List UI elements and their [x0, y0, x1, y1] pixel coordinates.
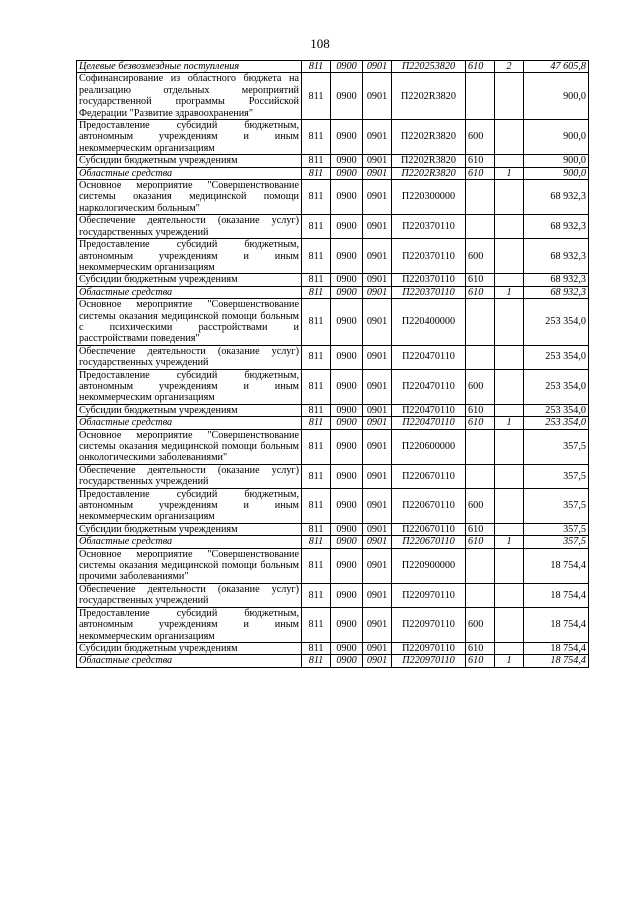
item-name-cell: Обеспечение деятельности (оказание услуг) государственных учреждений: [77, 345, 302, 369]
funding-source-cell: [495, 215, 524, 239]
funding-source-cell: [495, 155, 524, 167]
table-row: [77, 215, 589, 239]
ministry-code-cell: 811: [302, 464, 331, 488]
table-row: [77, 655, 589, 667]
table-row: [77, 488, 589, 523]
ministry-code-cell: 811: [302, 417, 331, 429]
table-row: [77, 417, 589, 429]
section-code-cell: 0900: [331, 299, 363, 346]
ministry-code-cell: 811: [302, 655, 331, 667]
subsection-code-cell: 0901: [363, 369, 392, 404]
table-row: [77, 61, 589, 73]
funding-source-cell: [495, 369, 524, 404]
item-name-cell: Основное мероприятие "Совершенствование системы оказания медицинской помощи больным онкологическими заболеваниями": [77, 429, 302, 464]
funding-source-cell: [495, 345, 524, 369]
amount-cell: 68 932,3: [524, 215, 589, 239]
ministry-code-cell: 811: [302, 155, 331, 167]
target-article-cell: П220470110: [392, 417, 466, 429]
subsection-code-cell: 0901: [363, 286, 392, 298]
section-code-cell: 0900: [331, 274, 363, 286]
amount-cell: 47 605,8: [524, 61, 589, 73]
subsection-code-cell: 0901: [363, 488, 392, 523]
section-code-cell: 0900: [331, 155, 363, 167]
ministry-code-cell: 811: [302, 61, 331, 73]
expense-type-cell: 600: [466, 488, 495, 523]
section-code-cell: 0900: [331, 642, 363, 654]
funding-source-cell: [495, 607, 524, 642]
section-code-cell: 0900: [331, 417, 363, 429]
target-article-cell: П220400000: [392, 299, 466, 346]
funding-source-cell: [495, 488, 524, 523]
table-body: [77, 61, 589, 668]
amount-cell: 900,0: [524, 120, 589, 155]
item-name-cell: Обеспечение деятельности (оказание услуг) государственных учреждений: [77, 215, 302, 239]
section-code-cell: 0900: [331, 464, 363, 488]
expense-type-cell: [466, 583, 495, 607]
amount-cell: 253 354,0: [524, 345, 589, 369]
expense-type-cell: 610: [466, 167, 495, 179]
table-row: [77, 73, 589, 120]
subsection-code-cell: 0901: [363, 215, 392, 239]
target-article-cell: П220370110: [392, 215, 466, 239]
funding-source-cell: [495, 404, 524, 416]
target-article-cell: П220970110: [392, 655, 466, 667]
section-code-cell: 0900: [331, 655, 363, 667]
subsection-code-cell: 0901: [363, 274, 392, 286]
section-code-cell: 0900: [331, 429, 363, 464]
amount-cell: 357,5: [524, 488, 589, 523]
target-article-cell: П2202R3820: [392, 73, 466, 120]
ministry-code-cell: 811: [302, 167, 331, 179]
subsection-code-cell: 0901: [363, 536, 392, 548]
subsection-code-cell: 0901: [363, 655, 392, 667]
item-name-cell: Предоставление субсидий бюджетным, автономным учреждениям и иным некоммерческим организациям: [77, 120, 302, 155]
ministry-code-cell: 811: [302, 239, 331, 274]
item-name-cell: Предоставление субсидий бюджетным, автономным учреждениям и иным некоммерческим организациям: [77, 607, 302, 642]
funding-source-cell: 1: [495, 286, 524, 298]
target-article-cell: П220900000: [392, 548, 466, 583]
item-name-cell: Основное мероприятие "Совершенствование системы оказания медицинской помощи больным прочими заболеваниями": [77, 548, 302, 583]
expense-type-cell: 600: [466, 369, 495, 404]
table-row: [77, 345, 589, 369]
section-code-cell: 0900: [331, 607, 363, 642]
amount-cell: 357,5: [524, 523, 589, 535]
item-name-cell: Целевые безвозмездные поступления: [77, 61, 302, 73]
table-row: [77, 120, 589, 155]
funding-source-cell: [495, 180, 524, 215]
subsection-code-cell: 0901: [363, 180, 392, 215]
funding-source-cell: [495, 583, 524, 607]
expense-type-cell: 610: [466, 286, 495, 298]
section-code-cell: 0900: [331, 404, 363, 416]
funding-source-cell: [495, 642, 524, 654]
target-article-cell: П220370110: [392, 286, 466, 298]
amount-cell: 253 354,0: [524, 417, 589, 429]
item-name-cell: Основное мероприятие "Совершенствование системы оказания медицинской помощи больным с психическими расстройствами и расстройствами поведения": [77, 299, 302, 346]
funding-source-cell: 1: [495, 655, 524, 667]
ministry-code-cell: 811: [302, 429, 331, 464]
section-code-cell: 0900: [331, 239, 363, 274]
item-name-cell: Областные средства: [77, 536, 302, 548]
subsection-code-cell: 0901: [363, 607, 392, 642]
ministry-code-cell: 811: [302, 345, 331, 369]
item-name-cell: Субсидии бюджетным учреждениям: [77, 523, 302, 535]
item-name-cell: Предоставление субсидий бюджетным, автономным учреждениям и иным некоммерческим организациям: [77, 488, 302, 523]
table-row: [77, 464, 589, 488]
funding-source-cell: [495, 523, 524, 535]
funding-source-cell: [495, 274, 524, 286]
subsection-code-cell: 0901: [363, 404, 392, 416]
section-code-cell: 0900: [331, 167, 363, 179]
table-row: [77, 369, 589, 404]
subsection-code-cell: 0901: [363, 299, 392, 346]
expense-type-cell: 610: [466, 655, 495, 667]
target-article-cell: П220970110: [392, 642, 466, 654]
table-row: [77, 536, 589, 548]
section-code-cell: 0900: [331, 369, 363, 404]
section-code-cell: 0900: [331, 215, 363, 239]
subsection-code-cell: 0901: [363, 417, 392, 429]
funding-source-cell: [495, 239, 524, 274]
section-code-cell: 0900: [331, 180, 363, 215]
amount-cell: 900,0: [524, 167, 589, 179]
item-name-cell: Субсидии бюджетным учреждениям: [77, 404, 302, 416]
expense-type-cell: [466, 345, 495, 369]
section-code-cell: 0900: [331, 345, 363, 369]
ministry-code-cell: 811: [302, 215, 331, 239]
item-name-cell: Предоставление субсидий бюджетным, автономным учреждениям и иным некоммерческим организациям: [77, 239, 302, 274]
item-name-cell: Софинансирование из областного бюджета на реализацию отдельных мероприятий государственной программы Российской Федерации "Развитие здравоохранения": [77, 73, 302, 120]
section-code-cell: 0900: [331, 73, 363, 120]
item-name-cell: Обеспечение деятельности (оказание услуг) государственных учреждений: [77, 583, 302, 607]
ministry-code-cell: 811: [302, 607, 331, 642]
amount-cell: 253 354,0: [524, 299, 589, 346]
expense-type-cell: 600: [466, 120, 495, 155]
funding-source-cell: 1: [495, 167, 524, 179]
expense-type-cell: [466, 299, 495, 346]
table-row: [77, 286, 589, 298]
expense-type-cell: 610: [466, 523, 495, 535]
expense-type-cell: [466, 548, 495, 583]
target-article-cell: П2202R3820: [392, 120, 466, 155]
subsection-code-cell: 0901: [363, 345, 392, 369]
expense-type-cell: 610: [466, 404, 495, 416]
table-row: [77, 167, 589, 179]
funding-source-cell: [495, 299, 524, 346]
expense-type-cell: 600: [466, 239, 495, 274]
table-row: [77, 180, 589, 215]
item-name-cell: Областные средства: [77, 167, 302, 179]
item-name-cell: Областные средства: [77, 286, 302, 298]
table-row: [77, 642, 589, 654]
amount-cell: 253 354,0: [524, 404, 589, 416]
target-article-cell: П220470110: [392, 345, 466, 369]
expense-type-cell: [466, 429, 495, 464]
item-name-cell: Предоставление субсидий бюджетным, автономным учреждениям и иным некоммерческим организациям: [77, 369, 302, 404]
amount-cell: 18 754,4: [524, 655, 589, 667]
expense-type-cell: 600: [466, 607, 495, 642]
target-article-cell: П220670110: [392, 464, 466, 488]
ministry-code-cell: 811: [302, 180, 331, 215]
target-article-cell: П220370110: [392, 239, 466, 274]
ministry-code-cell: 811: [302, 404, 331, 416]
expense-type-cell: 610: [466, 642, 495, 654]
expense-type-cell: [466, 180, 495, 215]
item-name-cell: Основное мероприятие "Совершенствование системы оказания медицинской помощи наркологическим больным": [77, 180, 302, 215]
ministry-code-cell: 811: [302, 286, 331, 298]
target-article-cell: П220670110: [392, 523, 466, 535]
section-code-cell: 0900: [331, 488, 363, 523]
target-article-cell: П220370110: [392, 274, 466, 286]
target-article-cell: П2202R3820: [392, 167, 466, 179]
funding-source-cell: [495, 464, 524, 488]
expense-type-cell: 610: [466, 155, 495, 167]
amount-cell: 18 754,4: [524, 607, 589, 642]
ministry-code-cell: 811: [302, 299, 331, 346]
amount-cell: 253 354,0: [524, 369, 589, 404]
ministry-code-cell: 811: [302, 536, 331, 548]
item-name-cell: Субсидии бюджетным учреждениям: [77, 274, 302, 286]
amount-cell: 900,0: [524, 73, 589, 120]
expense-type-cell: 610: [466, 61, 495, 73]
subsection-code-cell: 0901: [363, 167, 392, 179]
table-row: [77, 404, 589, 416]
amount-cell: 900,0: [524, 155, 589, 167]
table-row: [77, 429, 589, 464]
ministry-code-cell: 811: [302, 583, 331, 607]
amount-cell: 18 754,4: [524, 548, 589, 583]
item-name-cell: Субсидии бюджетным учреждениям: [77, 642, 302, 654]
subsection-code-cell: 0901: [363, 642, 392, 654]
expense-type-cell: 610: [466, 274, 495, 286]
target-article-cell: П220670110: [392, 488, 466, 523]
subsection-code-cell: 0901: [363, 155, 392, 167]
ministry-code-cell: 811: [302, 274, 331, 286]
amount-cell: 357,5: [524, 429, 589, 464]
target-article-cell: П220470110: [392, 369, 466, 404]
funding-source-cell: 1: [495, 417, 524, 429]
target-article-cell: П220300000: [392, 180, 466, 215]
table-row: [77, 607, 589, 642]
section-code-cell: 0900: [331, 286, 363, 298]
funding-source-cell: [495, 548, 524, 583]
subsection-code-cell: 0901: [363, 120, 392, 155]
ministry-code-cell: 811: [302, 523, 331, 535]
amount-cell: 68 932,3: [524, 286, 589, 298]
table-row: [77, 583, 589, 607]
item-name-cell: Субсидии бюджетным учреждениям: [77, 155, 302, 167]
table-row: [77, 239, 589, 274]
budget-table: [76, 60, 589, 668]
table-row: [77, 155, 589, 167]
section-code-cell: 0900: [331, 61, 363, 73]
funding-source-cell: [495, 120, 524, 155]
funding-source-cell: 2: [495, 61, 524, 73]
section-code-cell: 0900: [331, 583, 363, 607]
ministry-code-cell: 811: [302, 548, 331, 583]
target-article-cell: П2202R3820: [392, 155, 466, 167]
amount-cell: 68 932,3: [524, 239, 589, 274]
ministry-code-cell: 811: [302, 369, 331, 404]
amount-cell: 357,5: [524, 536, 589, 548]
subsection-code-cell: 0901: [363, 548, 392, 583]
expense-type-cell: [466, 464, 495, 488]
subsection-code-cell: 0901: [363, 464, 392, 488]
expense-type-cell: 610: [466, 536, 495, 548]
amount-cell: 18 754,4: [524, 642, 589, 654]
amount-cell: 68 932,3: [524, 180, 589, 215]
subsection-code-cell: 0901: [363, 523, 392, 535]
funding-source-cell: [495, 429, 524, 464]
amount-cell: 357,5: [524, 464, 589, 488]
expense-type-cell: 610: [466, 417, 495, 429]
ministry-code-cell: 811: [302, 120, 331, 155]
table-row: [77, 274, 589, 286]
section-code-cell: 0900: [331, 523, 363, 535]
table-row: [77, 548, 589, 583]
ministry-code-cell: 811: [302, 488, 331, 523]
section-code-cell: 0900: [331, 536, 363, 548]
expense-type-cell: [466, 215, 495, 239]
target-article-cell: П220470110: [392, 404, 466, 416]
section-code-cell: 0900: [331, 548, 363, 583]
section-code-cell: 0900: [331, 120, 363, 155]
funding-source-cell: 1: [495, 536, 524, 548]
funding-source-cell: [495, 73, 524, 120]
subsection-code-cell: 0901: [363, 583, 392, 607]
table-row: [77, 523, 589, 535]
ministry-code-cell: 811: [302, 642, 331, 654]
table-row: [77, 299, 589, 346]
page-number: 108: [310, 36, 330, 51]
item-name-cell: Обеспечение деятельности (оказание услуг) государственных учреждений: [77, 464, 302, 488]
target-article-cell: П220600000: [392, 429, 466, 464]
amount-cell: 18 754,4: [524, 583, 589, 607]
target-article-cell: П220970110: [392, 607, 466, 642]
subsection-code-cell: 0901: [363, 61, 392, 73]
item-name-cell: Областные средства: [77, 655, 302, 667]
target-article-cell: П220253820: [392, 61, 466, 73]
expense-type-cell: [466, 73, 495, 120]
ministry-code-cell: 811: [302, 73, 331, 120]
target-article-cell: П220970110: [392, 583, 466, 607]
amount-cell: 68 932,3: [524, 274, 589, 286]
subsection-code-cell: 0901: [363, 239, 392, 274]
item-name-cell: Областные средства: [77, 417, 302, 429]
target-article-cell: П220670110: [392, 536, 466, 548]
subsection-code-cell: 0901: [363, 429, 392, 464]
subsection-code-cell: 0901: [363, 73, 392, 120]
